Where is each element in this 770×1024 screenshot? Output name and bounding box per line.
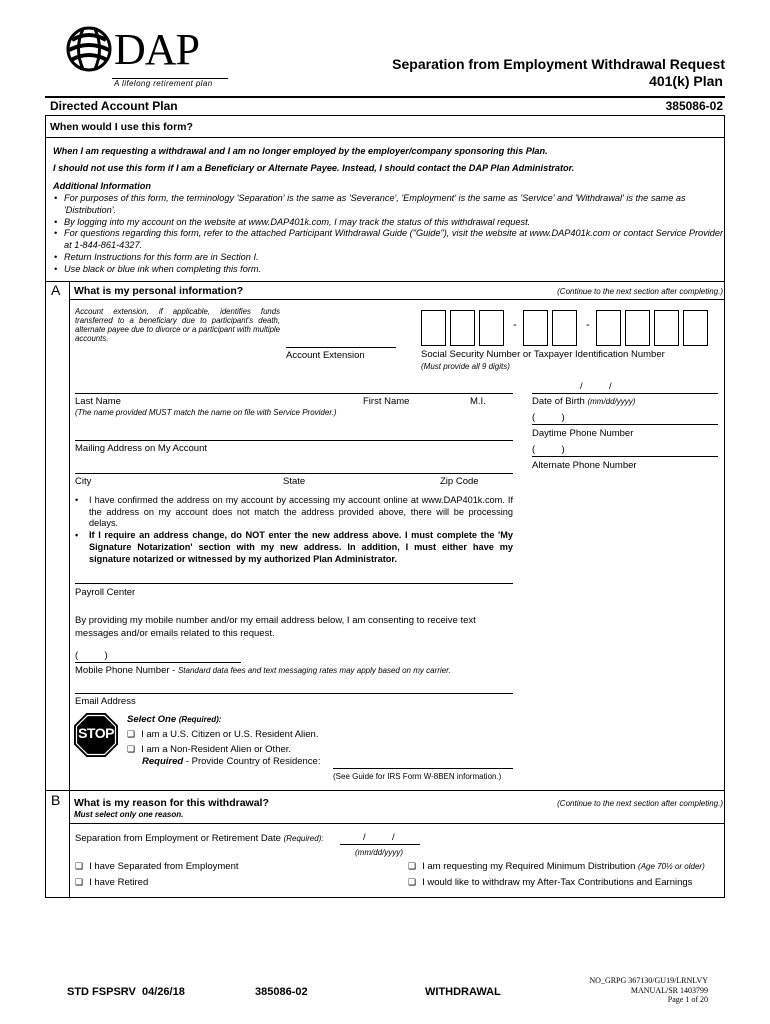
when-rule <box>45 137 725 138</box>
opt-retired-label: I have Retired <box>89 877 149 888</box>
citizen-option[interactable] <box>127 729 318 740</box>
opt-retired[interactable] <box>75 877 148 888</box>
last-name-label[interactable]: Last Name <box>75 396 121 407</box>
opt-separated[interactable] <box>75 861 239 872</box>
logo-text: DAP <box>114 25 200 74</box>
opt-rmd-label: I am requesting my Required Minimum Distribution <box>422 861 636 872</box>
payroll-line <box>75 583 513 584</box>
w8ben-note: (See Guide for IRS Form W-8BEN information.) <box>333 772 502 781</box>
footer-ref-2: MANUAL/SR 1403799 <box>630 985 708 995</box>
citizen-option-label: I am a U.S. Citizen or U.S. Resident Alien. <box>141 729 319 740</box>
section-a-heading-rule <box>69 299 725 300</box>
footer-form-date: 04/26/18 <box>142 986 185 998</box>
alternate-phone-line <box>532 456 718 457</box>
top-rule <box>45 96 725 98</box>
mailing-address-label[interactable]: Mailing Address on My Account <box>75 443 208 454</box>
when-line1: When I am requesting a withdrawal and I am no longer employed by the employer/company sponsoring this Plan. <box>53 146 548 156</box>
ssn-digit-9[interactable] <box>683 310 708 346</box>
daytime-phone-line <box>532 424 718 425</box>
section-a-heading: What is my personal information? <box>74 285 244 297</box>
ssn-digit-7[interactable] <box>625 310 650 346</box>
country-required: Required <box>142 756 184 767</box>
footer-form-type: WITHDRAWAL <box>425 986 501 998</box>
footer-form-code <box>67 986 185 998</box>
ssn-dash-1: - <box>513 319 517 331</box>
mi-label[interactable]: M.I. <box>470 396 486 407</box>
city-label[interactable]: City <box>75 476 92 487</box>
footer-plan-number: 385086-02 <box>255 986 308 998</box>
nonresident-checkbox-icon[interactable]: ❑ <box>127 745 136 755</box>
mailing-line <box>75 440 513 441</box>
daytime-phone-label[interactable]: Daytime Phone Number <box>532 428 634 439</box>
retired-checkbox-icon[interactable]: ❑ <box>75 878 84 888</box>
footer-page: Page 1 of 20 <box>667 995 708 1004</box>
separated-checkbox-icon[interactable]: ❑ <box>75 862 84 872</box>
ssn-digit-6[interactable] <box>596 310 621 346</box>
dob-label[interactable] <box>532 396 635 407</box>
daytime-phone-paren: ( ) <box>532 412 565 423</box>
sep-date-line[interactable] <box>340 844 420 845</box>
opt-rmd-note: (Age 70½ or older) <box>638 862 705 871</box>
when-line2: I should not use this form if I am a Beneficiary or Alternate Payee. Instead, I should contact the DAP Plan Administrator. <box>53 163 575 173</box>
account-ext-note: Account extension, if applicable, identifies funds transferred to a beneficiary due to participant's death, alternate payee due to divorce or a participant with multiple accounts. <box>75 307 280 343</box>
stop-text: STOP <box>78 725 114 741</box>
bullet-terminology: • For purposes of this form, the terminology 'Separation' is the same as 'Severance', 'Employment' is the same as 'Service' and 'Withdrawal' is the same as 'Distribution'. <box>54 193 724 217</box>
sep-date-format: (mm/dd/yyyy) <box>355 848 403 857</box>
bullet-ink: • Use black or blue ink when completing this form. <box>54 264 724 276</box>
alternate-phone-paren: ( ) <box>532 444 565 455</box>
account-ext-line <box>286 347 396 348</box>
select-one-text: Select One <box>127 714 177 725</box>
mobile-note: Standard data fees and text messaging rates may apply based on my carrier. <box>177 666 451 675</box>
ssn-digit-4[interactable] <box>523 310 548 346</box>
ssn-note: (Must provide all 9 digits) <box>421 362 510 371</box>
section-b-heading: What is my reason for this withdrawal? <box>74 797 269 809</box>
mobile-label[interactable] <box>75 665 451 676</box>
ssn-label: Social Security Number or Taxpayer Identification Number <box>421 349 665 360</box>
ssn-digit-8[interactable] <box>654 310 679 346</box>
sep-date-text: Separation from Employment or Retirement Date <box>75 833 281 844</box>
account-ext-label[interactable]: Account Extension <box>286 350 365 361</box>
footer-ref-1: NO_GRPG 367130/GU19/LRNLVY <box>589 976 708 985</box>
logo <box>66 26 236 92</box>
nonresident-option[interactable] <box>127 744 291 755</box>
section-b-letter: B <box>51 792 61 808</box>
address-note-confirmed: • I have confirmed the address on my account by accessing my account online at www.DAP401k.com. If the address on my account does not match the address provided above, there will be processing delays. <box>75 495 513 530</box>
when-heading: When would I use this form? <box>50 121 193 133</box>
ssn-digit-5[interactable] <box>552 310 577 346</box>
address-notes <box>75 495 513 565</box>
additional-bullets <box>54 193 724 276</box>
must-select-note: Must select only one reason. <box>74 810 184 819</box>
bullet-track-status: • By logging into my account on the website at www.DAP401k.com, I may track the status of this withdrawal request. <box>54 217 724 229</box>
section-b-rule <box>45 790 725 791</box>
bullet-questions: • For questions regarding this form, refer to the attached Participant Withdrawal Guide ("Guide"), visit the website at www.DAP401k.com or contact Service Provider at 1-844-861-4327. <box>54 228 724 252</box>
mobile-paren: ( ) <box>75 650 108 661</box>
additional-heading: Additional Information <box>53 181 151 191</box>
logo-underline <box>112 78 228 79</box>
address-note-change: • If I require an address change, do NOT enter the new address above. I must complete the 'My Signature Notarization' section with my new address. In addition, I must either have my signature notarized or witnessed by my authorized Plan Administrator. <box>75 530 513 565</box>
section-a-letter: A <box>51 282 61 298</box>
section-b-heading-rule <box>69 823 725 824</box>
sep-date-slashes: / / <box>363 832 395 843</box>
footer-form-code-text: STD FSPSRV <box>67 986 136 998</box>
section-a-letter-divider <box>69 282 70 898</box>
payroll-center-label[interactable]: Payroll Center <box>75 587 136 598</box>
first-name-label[interactable]: First Name <box>363 396 410 407</box>
state-label[interactable]: State <box>283 476 306 487</box>
sep-date-label <box>75 833 324 844</box>
select-one-label <box>127 714 221 725</box>
ssn-digit-2[interactable] <box>450 310 475 346</box>
mobile-label-text: Mobile Phone Number - <box>75 665 176 676</box>
city-line <box>75 473 513 474</box>
sep-date-required: (Required): <box>283 834 324 843</box>
opt-after-tax[interactable] <box>408 877 692 888</box>
bullet-return: • Return Instructions for this form are in Section I. <box>54 252 724 264</box>
country-label-text: - Provide Country of Residence: <box>185 756 321 767</box>
form-subtitle: 401(k) Plan <box>649 73 723 89</box>
after-tax-checkbox-icon[interactable]: ❑ <box>408 878 417 888</box>
dob-slashes: / / <box>580 381 612 392</box>
rmd-checkbox-icon[interactable]: ❑ <box>408 862 417 872</box>
nonresident-option-label: I am a Non-Resident Alien or Other. <box>141 744 292 755</box>
alternate-phone-label[interactable]: Alternate Phone Number <box>532 460 637 471</box>
country-input-line[interactable] <box>333 768 513 769</box>
ssn-dash-2: - <box>586 319 590 331</box>
plan-name: Directed Account Plan <box>50 99 178 113</box>
dob-format: (mm/dd/yyyy) <box>587 397 636 406</box>
globe-logo-icon <box>66 26 112 72</box>
opt-separated-label: I have Separated from Employment <box>89 861 239 872</box>
form-title: Separation from Employment Withdrawal Request <box>392 56 725 72</box>
name-line <box>75 393 513 394</box>
footer-refs <box>589 976 708 1005</box>
plan-number: 385086-02 <box>665 99 723 113</box>
section-b-continue: (Continue to the next section after completing.) <box>557 799 723 808</box>
opt-rmd[interactable] <box>408 861 705 872</box>
name-note: (The name provided MUST match the name on file with Service Provider.) <box>75 408 337 417</box>
dob-label-text: Date of Birth <box>532 396 585 407</box>
ssn-digit-1[interactable] <box>421 310 446 346</box>
email-line <box>75 693 513 694</box>
ssn-digit-3[interactable] <box>479 310 504 346</box>
section-a-continue: (Continue to the next section after completing.) <box>557 287 723 296</box>
zip-label[interactable]: Zip Code <box>440 476 479 487</box>
section-a-rule <box>45 281 725 282</box>
consent-text: By providing my mobile number and/or my email address below, I am consenting to receive text messages and/or emails related to this request. <box>75 615 476 639</box>
mobile-line <box>75 662 241 663</box>
dob-line <box>532 393 718 394</box>
email-label[interactable]: Email Address <box>75 696 136 707</box>
select-one-required: (Required): <box>178 715 222 724</box>
country-label <box>142 756 320 767</box>
citizen-checkbox-icon[interactable]: ❑ <box>127 730 136 740</box>
tagline: A lifelong retirement plan <box>114 79 213 88</box>
opt-after-tax-label: I would like to withdraw my After-Tax Contributions and Earnings <box>422 877 693 888</box>
